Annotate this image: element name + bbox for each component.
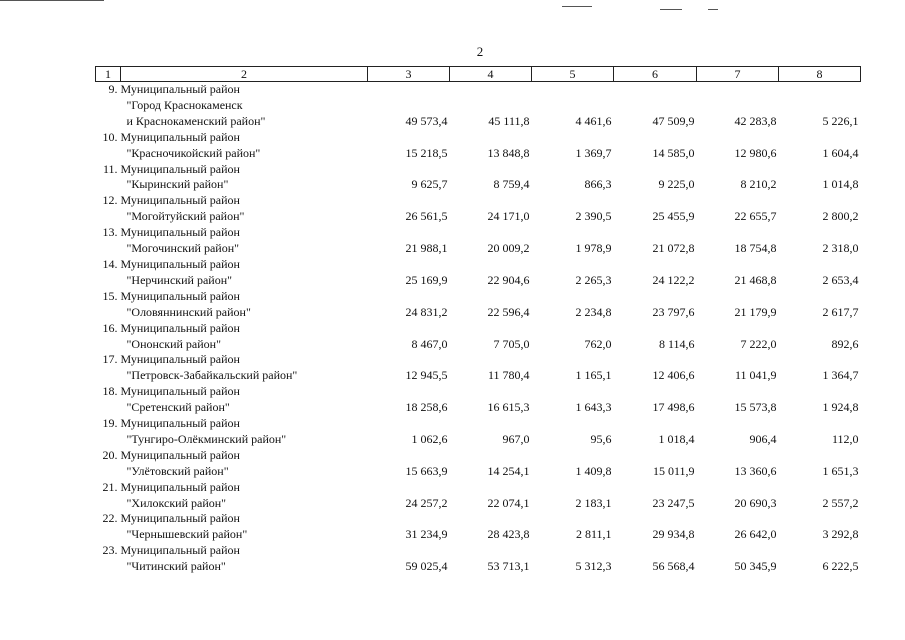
value-col-3: 8 467,0 (411, 336, 448, 351)
value-col-8: 2 800,2 (822, 209, 859, 224)
value-col-6: 1 018,4 (658, 431, 695, 446)
value-col-5: 2 234,8 (575, 304, 612, 319)
value-col-4: 24 171,0 (487, 209, 530, 224)
value-col-6: 56 568,4 (652, 559, 695, 574)
value-col-7: 11 041,9 (734, 368, 777, 383)
value-col-5: 5 312,3 (575, 559, 612, 574)
column-header-3: 3 (368, 67, 450, 82)
value-col-4: 22 904,6 (487, 272, 530, 287)
value-col-6: 24 122,2 (652, 272, 695, 287)
value-col-5: 2 265,3 (575, 272, 612, 287)
row-number: 10. (102, 129, 118, 144)
value-col-4: 7 705,0 (493, 336, 530, 351)
row-number: 17. (102, 352, 118, 367)
district-name (121, 543, 368, 575)
value-col-8: 2 557,2 (822, 495, 859, 510)
district-name (121, 511, 368, 543)
district-name-line: "Чернышевский район" (126, 527, 248, 542)
value-col-4: 14 254,1 (487, 463, 530, 478)
row-number: 11. (102, 161, 118, 176)
district-name-line: "Оловяннинский район" (126, 304, 251, 319)
value-col-7: 13 360,6 (734, 463, 777, 478)
value-col-7: 42 283,8 (734, 113, 777, 128)
district-name-line: и Краснокаменский район" (126, 113, 266, 128)
value-col-5: 1 369,7 (575, 145, 612, 160)
value-col-8: 1 364,7 (822, 368, 859, 383)
district-name (121, 448, 368, 480)
value-col-6: 25 455,9 (652, 209, 695, 224)
value-col-5: 762,0 (584, 336, 612, 351)
value-col-7: 26 642,0 (734, 527, 777, 542)
value-col-8: 1 651,3 (822, 463, 859, 478)
value-col-3: 24 831,2 (405, 304, 448, 319)
value-col-5: 1 165,1 (575, 368, 612, 383)
row-number: 21. (102, 479, 118, 494)
row-number: 16. (102, 320, 118, 335)
table-row (96, 162, 861, 194)
value-col-7: 20 690,3 (734, 495, 777, 510)
district-name-line: "Тунгиро-Олёкминский район" (126, 431, 287, 446)
value-col-4: 20 009,2 (487, 241, 530, 256)
value-col-3: 12 945,5 (405, 368, 448, 383)
value-col-6: 14 585,0 (652, 145, 695, 160)
district-name-line: Муниципальный район (120, 384, 240, 399)
district-name-line: Муниципальный район (120, 320, 240, 335)
table-row (96, 257, 861, 289)
value-col-3: 18 258,6 (405, 400, 448, 415)
value-col-3: 15 663,9 (405, 463, 448, 478)
value-col-6: 21 072,8 (652, 241, 695, 256)
district-name-line: Муниципальный район (120, 161, 240, 176)
row-number: 22. (102, 511, 118, 526)
value-col-5: 95,6 (590, 431, 612, 446)
value-col-3: 1 062,6 (411, 431, 448, 446)
column-header-6: 6 (614, 67, 697, 82)
value-col-5: 4 461,6 (575, 113, 612, 128)
value-col-8: 6 222,5 (822, 559, 859, 574)
value-col-8: 112,0 (831, 431, 859, 446)
scan-line-left (0, 0, 104, 1)
district-name-line: "Читинский район" (126, 559, 226, 574)
district-name-line: Муниципальный район (120, 416, 240, 431)
district-name-line: Муниципальный район (120, 447, 240, 462)
value-col-6: 23 247,5 (652, 495, 695, 510)
value-col-4: 16 615,3 (487, 400, 530, 415)
district-name (121, 289, 368, 321)
value-col-6: 12 406,6 (652, 368, 695, 383)
row-number: 18. (102, 384, 118, 399)
table-row (96, 416, 861, 448)
district-name-line: "Кыринский район" (126, 177, 229, 192)
value-col-6: 29 934,8 (652, 527, 695, 542)
column-header-2: 2 (121, 67, 368, 82)
value-col-3: 26 561,5 (405, 209, 448, 224)
value-col-4: 13 848,8 (487, 145, 530, 160)
value-col-5: 2 183,1 (575, 495, 612, 510)
district-name-line: "Нерчинский район" (126, 272, 233, 287)
value-col-4: 22 074,1 (487, 495, 530, 510)
district-name-line: Муниципальный район (120, 225, 240, 240)
value-col-3: 25 169,9 (405, 272, 448, 287)
district-name (121, 162, 368, 194)
district-name-line: Муниципальный район (120, 82, 240, 96)
value-col-4: 8 759,4 (493, 177, 530, 192)
value-col-7: 906,4 (749, 431, 777, 446)
value-col-3: 9 625,7 (411, 177, 448, 192)
district-name-line: "Город Краснокаменск (126, 97, 243, 112)
district-name (121, 257, 368, 289)
district-name (121, 384, 368, 416)
value-col-4: 28 423,8 (487, 527, 530, 542)
value-col-5: 1 409,8 (575, 463, 612, 478)
row-number: 12. (102, 193, 118, 208)
value-col-8: 892,6 (831, 336, 859, 351)
district-name-line: Муниципальный район (120, 479, 240, 494)
value-col-6: 15 011,9 (652, 463, 695, 478)
table-row (96, 82, 861, 130)
district-name-line: "Петровск-Забайкальский район" (126, 368, 298, 383)
column-header-4: 4 (450, 67, 532, 82)
value-col-4: 45 111,8 (488, 113, 530, 128)
row-number: 19. (102, 416, 118, 431)
district-name (121, 130, 368, 162)
table-row (96, 193, 861, 225)
value-col-7: 22 655,7 (734, 209, 777, 224)
value-col-6: 8 114,6 (658, 336, 695, 351)
value-col-8: 2 653,4 (822, 272, 859, 287)
table-row (96, 321, 861, 353)
row-number: 23. (102, 543, 118, 558)
page-number: 2 (476, 44, 484, 59)
value-col-7: 18 754,8 (734, 241, 777, 256)
value-col-6: 9 225,0 (658, 177, 695, 192)
value-col-4: 22 596,4 (487, 304, 530, 319)
column-header-1: 1 (96, 67, 121, 82)
value-col-6: 17 498,6 (652, 400, 695, 415)
table-row (96, 289, 861, 321)
row-number: 9. (108, 82, 118, 96)
district-name-line: "Красночикойский район" (126, 145, 261, 160)
value-col-3: 31 234,9 (405, 527, 448, 542)
column-header-7: 7 (697, 67, 779, 82)
district-name-line: Муниципальный район (120, 129, 240, 144)
row-number: 20. (102, 447, 118, 462)
value-col-8: 2 318,0 (822, 241, 859, 256)
column-header-8: 8 (779, 67, 861, 82)
district-name-line: Муниципальный район (120, 193, 240, 208)
district-name (121, 225, 368, 257)
district-name-line: "Могочинский район" (126, 241, 240, 256)
value-col-8: 1 604,4 (822, 145, 859, 160)
table-body (96, 82, 861, 576)
district-name-line: "Могойтуйский район" (126, 209, 245, 224)
value-col-7: 15 573,8 (734, 400, 777, 415)
district-name-line: Муниципальный район (120, 352, 240, 367)
district-name (121, 416, 368, 448)
scan-line-right-c (708, 9, 718, 10)
value-col-8: 2 617,7 (822, 304, 859, 319)
table-row (96, 384, 861, 416)
value-col-7: 21 179,9 (734, 304, 777, 319)
district-name (121, 352, 368, 384)
value-col-5: 1 978,9 (575, 241, 612, 256)
value-col-5: 866,3 (584, 177, 612, 192)
district-name (121, 193, 368, 225)
budget-table (95, 66, 861, 575)
table-row (96, 448, 861, 480)
scan-line-right-a (562, 6, 592, 7)
district-name (121, 480, 368, 512)
value-col-4: 53 713,1 (487, 559, 530, 574)
value-col-6: 47 509,9 (652, 113, 695, 128)
value-col-5: 2 811,1 (575, 527, 612, 542)
value-col-8: 1 014,8 (822, 177, 859, 192)
value-col-8: 1 924,8 (822, 400, 859, 415)
district-name (121, 321, 368, 353)
table-row (96, 352, 861, 384)
header-row (96, 67, 861, 82)
table-row (96, 480, 861, 512)
value-col-7: 8 210,2 (740, 177, 777, 192)
district-name-line: "Ононский район" (126, 336, 221, 351)
district-name-line: Муниципальный район (120, 288, 240, 303)
value-col-5: 2 390,5 (575, 209, 612, 224)
district-name-line: Муниципальный район (120, 543, 240, 558)
district-name-line: "Сретенский район" (126, 400, 230, 415)
scan-line-right-b (660, 9, 682, 10)
row-number: 14. (102, 256, 118, 271)
row-number: 15. (102, 288, 118, 303)
value-col-3: 49 573,4 (405, 113, 448, 128)
value-col-3: 59 025,4 (405, 559, 448, 574)
column-header-5: 5 (532, 67, 614, 82)
table-header (96, 67, 861, 82)
district-name-line: Муниципальный район (120, 511, 240, 526)
value-col-3: 15 218,5 (405, 145, 448, 160)
value-col-3: 21 988,1 (405, 241, 448, 256)
row-number: 13. (102, 225, 118, 240)
value-col-3: 24 257,2 (405, 495, 448, 510)
value-col-7: 12 980,6 (734, 145, 777, 160)
value-col-7: 50 345,9 (734, 559, 777, 574)
value-col-4: 967,0 (502, 431, 530, 446)
table-row (96, 130, 861, 162)
district-name-line: Муниципальный район (120, 256, 240, 271)
value-col-7: 21 468,8 (734, 272, 777, 287)
value-col-7: 7 222,0 (740, 336, 777, 351)
value-col-8: 5 226,1 (822, 113, 859, 128)
value-col-8: 3 292,8 (822, 527, 859, 542)
table-row (96, 543, 861, 575)
value-col-6: 23 797,6 (652, 304, 695, 319)
value-col-5: 1 643,3 (575, 400, 612, 415)
table-row (96, 511, 861, 543)
table-row (96, 225, 861, 257)
district-name-line: "Хилокский район" (126, 495, 227, 510)
value-col-4: 11 780,4 (487, 368, 530, 383)
district-name (121, 82, 368, 130)
district-name-line: "Улётовский район" (126, 463, 229, 478)
